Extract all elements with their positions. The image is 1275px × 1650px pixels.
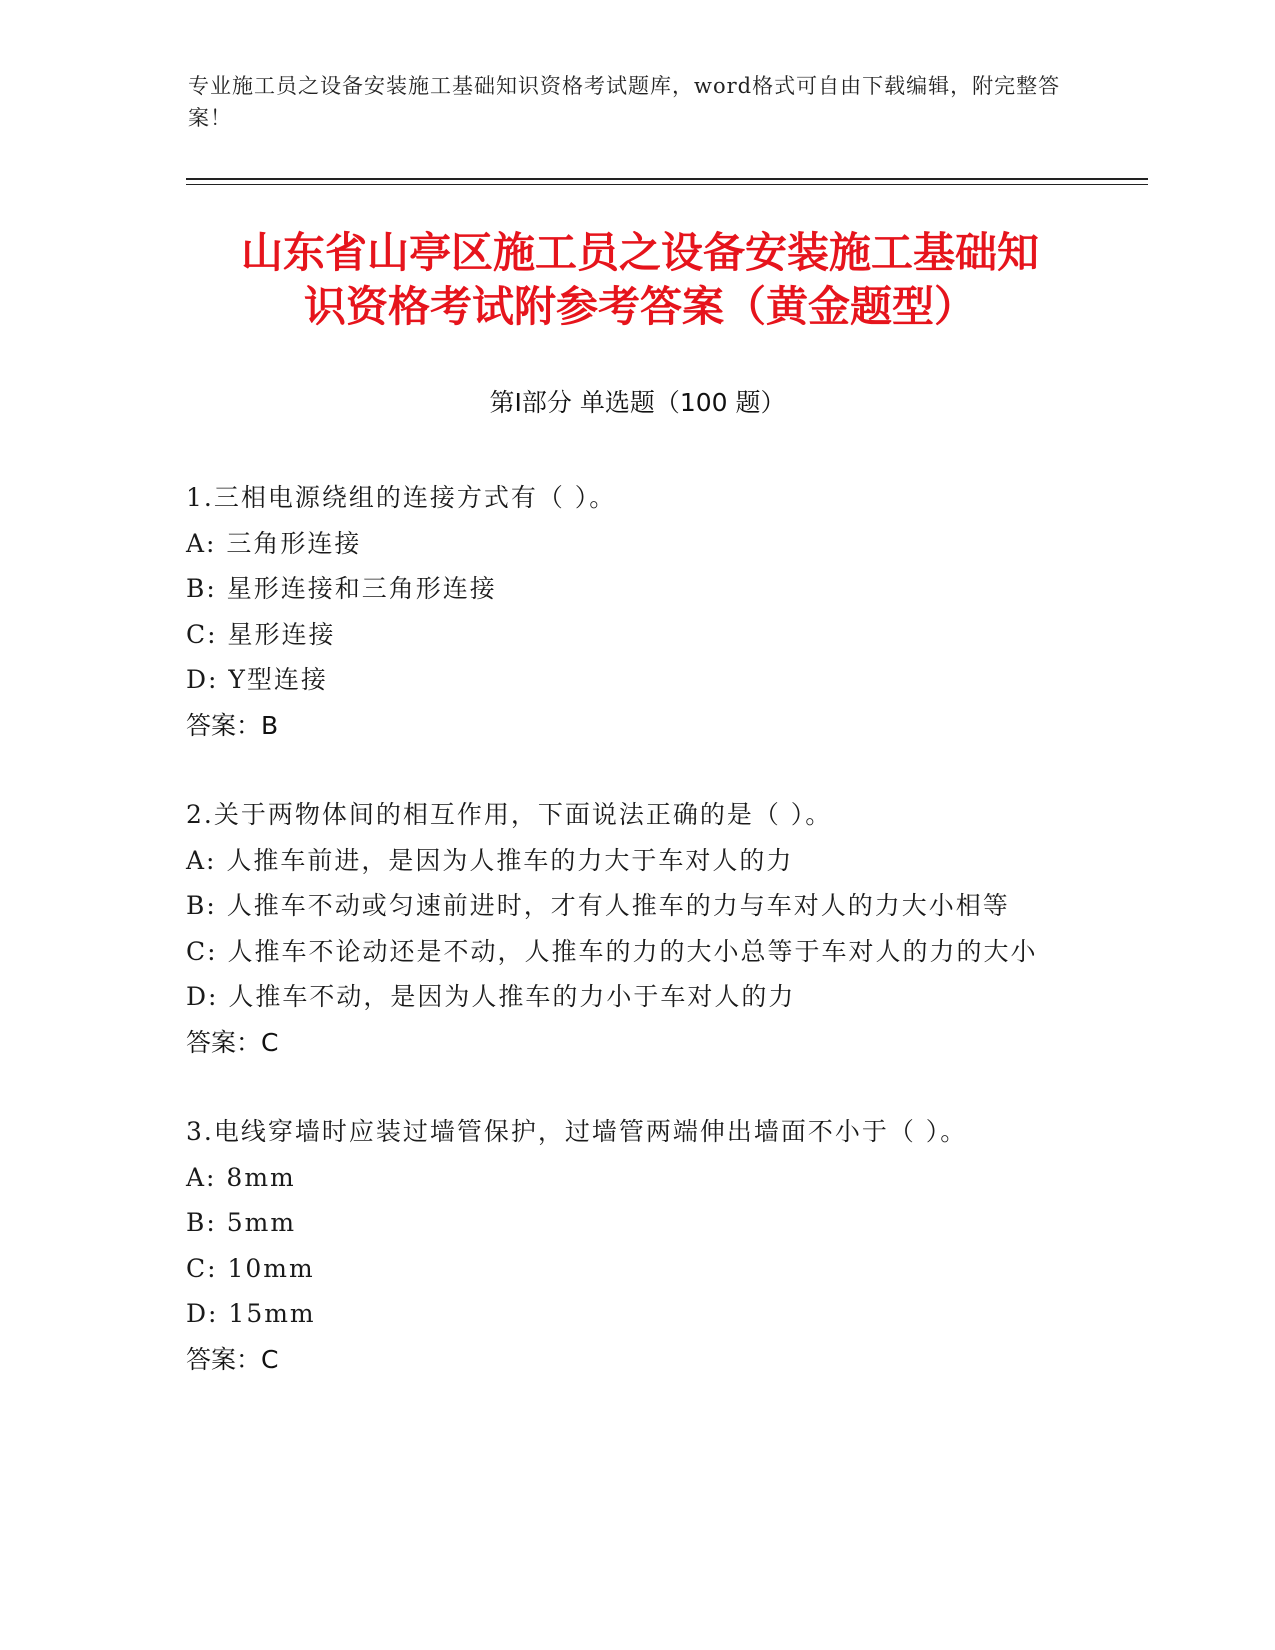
document-title-line-2: 识资格考试附参考答案（黄金题型）: [303, 282, 976, 331]
option-d: D: 15mm: [186, 1299, 316, 1328]
header-divider-thick: [186, 178, 1148, 180]
document-title-line-1: 山东省山亭区施工员之设备安装施工基础知: [240, 228, 1039, 277]
option-c: C: 10mm: [186, 1253, 315, 1283]
question-stem: 1.三相电源绕组的连接方式有（ ）。: [186, 483, 617, 512]
question-list: [186, 475, 1086, 1426]
option-d: D: 人推车不动，是因为人推车的力小于车对人的力: [186, 982, 796, 1011]
option-d: D: Y型连接: [186, 665, 328, 694]
option-a: A: 人推车前进，是因为人推车的力大于车对人的力: [186, 845, 794, 875]
option-a: A: 三角形连接: [186, 528, 362, 558]
answer: 答案：B: [186, 710, 279, 740]
option-b: B: 星形连接和三角形连接: [186, 574, 497, 603]
option-a: A: 8mm: [186, 1162, 296, 1192]
section-title: 第Ⅰ部分 单选题（100 题）: [489, 388, 786, 417]
question-2: [186, 792, 1086, 1065]
header-divider-thin: [186, 184, 1148, 185]
question-3: [186, 1109, 1086, 1382]
document-title: [190, 226, 1090, 334]
answer: 答案：C: [186, 1027, 279, 1057]
question-stem: 3.电线穿墙时应装过墙管保护，过墙管两端伸出墙面不小于（ ）。: [186, 1117, 968, 1146]
option-c: C: 人推车不论动还是不动，人推车的力的大小总等于车对人的力的大小: [186, 936, 1038, 966]
question-stem: 2.关于两物体间的相互作用，下面说法正确的是（ ）。: [186, 800, 833, 829]
question-1: [186, 475, 1086, 748]
option-b: B: 人推车不动或匀速前进时，才有人推车的力与车对人的力大小相等: [186, 891, 1010, 920]
header-note: 专业施工员之设备安装施工基础知识资格考试题库，word格式可自由下载编辑，附完整答案！: [188, 74, 1061, 130]
answer: 答案：C: [186, 1344, 279, 1374]
option-c: C: 星形连接: [186, 619, 336, 649]
option-b: B: 5mm: [186, 1208, 297, 1237]
